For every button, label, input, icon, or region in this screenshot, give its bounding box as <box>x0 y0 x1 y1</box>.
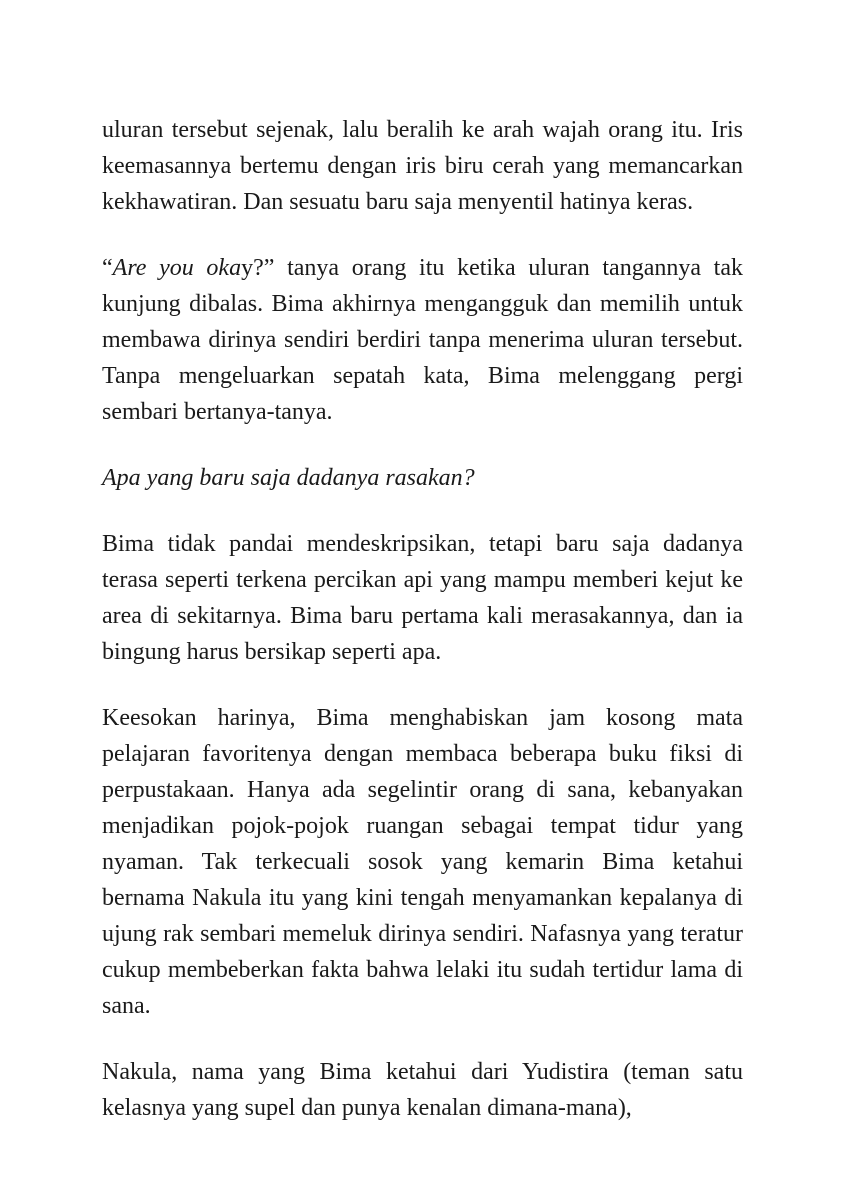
quote-italic-phrase: Are you oka <box>112 255 242 281</box>
paragraph-4: Bima tidak pandai mendeskripsikan, tetapi baru saja dadanya terasa seperti terkena percikan api yang mampu memberi kejut ke area di sekitarnya. Bima baru pertama kali merasakannya, dan ia bingung harus bersikap seperti apa. <box>102 531 743 665</box>
paragraph-6-text: Nakula, nama yang Bima ketahui dari Yudistira (teman satu kelasnya yang supel dan punya kenalan dimana-mana), <box>102 1059 743 1121</box>
quote-open: “ <box>102 255 113 281</box>
paragraph-1: uluran tersebut sejenak, lalu beralih ke arah wajah orang itu. Iris keemasannya bertemu dengan iris biru cerah yang memancarkan kekhawatiran. Dan sesuatu baru saja menyentil hatinya keras. <box>102 117 743 215</box>
paragraph-5: Keesokan harinya, Bima menghabiskan jam kosong mata pelajaran favoritenya dengan membaca beberapa buku fiksi di perpustakaan. Hanya ada segelintir orang di sana, kebanyakan menjadikan pojok-pojok ruangan sebagai tempat tidur yang nyaman. Tak terkecuali sosok yang kemarin Bima ketahui bernama Nakula itu yang kini tengah menyamankan kepalanya di ujung rak sembari memeluk dirinya sendiri. Nafasnya yang teratur cukup membeberkan fakta bahwa lelaki itu sudah tertidur lama di sana. <box>102 705 743 1019</box>
paragraph-3-italic-question: Apa yang baru saja dadanya rasakan? <box>102 465 475 491</box>
paragraph-2 <box>102 250 743 430</box>
document-page <box>102 112 743 1126</box>
paragraph-6 <box>102 1054 743 1126</box>
paragraph-2-rest: y?” tanya orang itu ketika uluran tangannya tak kunjung dibalas. Bima akhirnya mengangguk dan memilih untuk membawa dirinya sendiri berdiri tanpa menerima uluran tersebut. Tanpa mengeluarkan sepatah kata, Bima melenggang pergi sembari bertanya-tanya. <box>102 255 744 425</box>
